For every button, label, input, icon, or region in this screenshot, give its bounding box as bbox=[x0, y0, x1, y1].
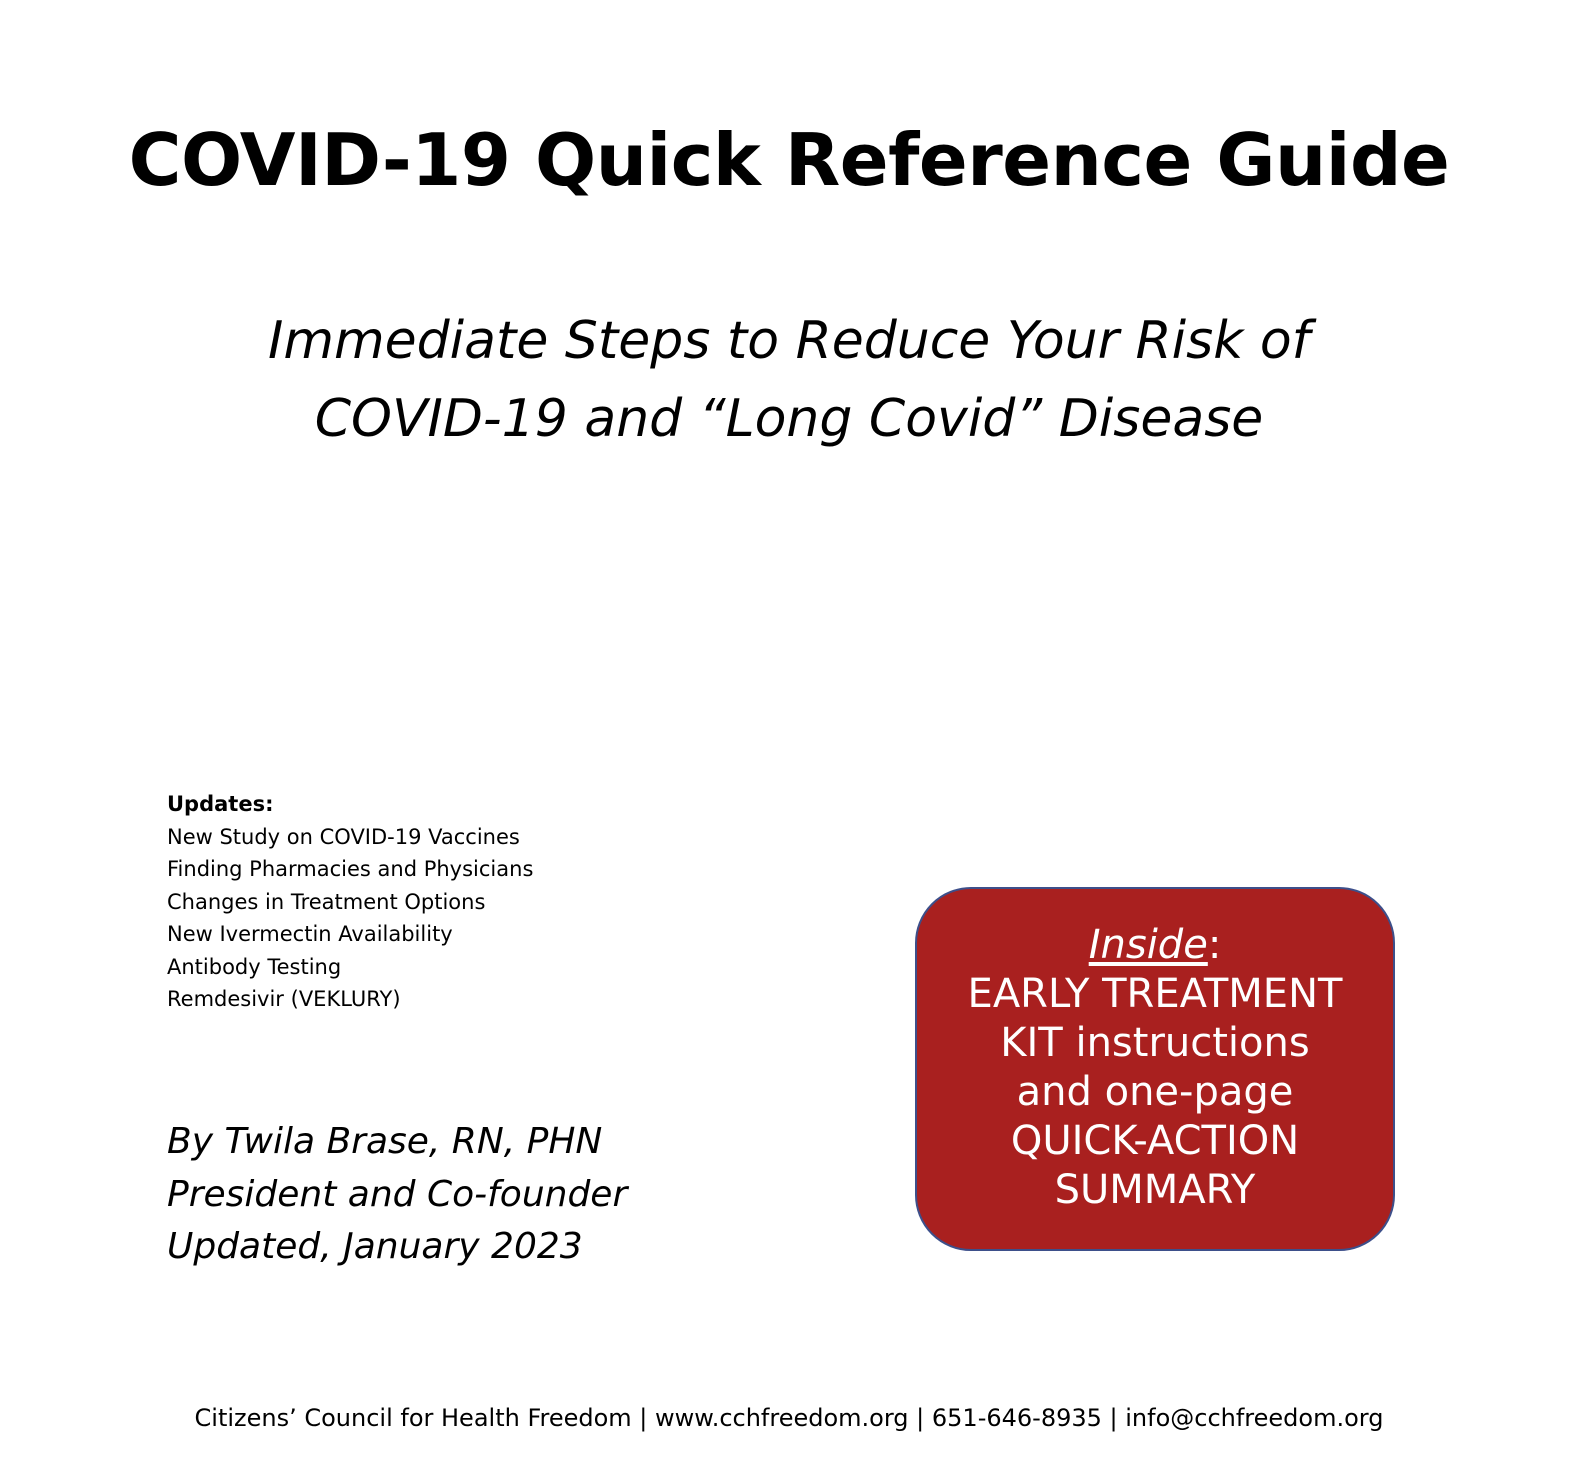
updates-item: New Ivermectin Availability bbox=[167, 922, 453, 946]
document-subtitle bbox=[0, 302, 1578, 458]
author-role: President and Co-founder bbox=[167, 1173, 628, 1215]
callout-inside-word: Inside bbox=[1088, 922, 1208, 968]
callout-line: EARLY TREATMENT bbox=[967, 971, 1343, 1017]
updates-item: New Study on COVID-19 Vaccines bbox=[167, 824, 520, 849]
updates-item: Finding Pharmacies and Physicians bbox=[167, 857, 534, 881]
callout-line: and one-page bbox=[1016, 1069, 1294, 1115]
updates-item: Antibody Testing bbox=[167, 954, 342, 979]
author-name: By Twila Brase, RN, PHN bbox=[167, 1121, 603, 1162]
subtitle-line-1: Immediate Steps to Reduce Your Risk of bbox=[268, 311, 1310, 371]
updates-section bbox=[167, 788, 533, 1016]
author-byline bbox=[167, 1116, 627, 1274]
updates-heading: Updates: bbox=[167, 792, 274, 816]
updated-date: Updated, January 2023 bbox=[167, 1226, 583, 1267]
inside-callout-box bbox=[915, 887, 1395, 1251]
updates-item: Remdesivir (VEKLURY) bbox=[167, 987, 401, 1011]
callout-line: QUICK-ACTION bbox=[1010, 1118, 1300, 1164]
updates-list bbox=[167, 821, 533, 1016]
callout-line: KIT instructions bbox=[1000, 1020, 1310, 1066]
footer-contact-line: Citizens’ Council for Health Freedom | www.cchfreedom.org | 651-646-8935 | info@cchfreedom.org bbox=[194, 1404, 1384, 1432]
callout-inside-label bbox=[917, 921, 1393, 970]
callout-inside-colon: : bbox=[1207, 922, 1222, 968]
document-title: COVID-19 Quick Reference Guide bbox=[128, 118, 1450, 202]
subtitle-line-2: COVID-19 and “Long Covid” Disease bbox=[314, 389, 1264, 449]
callout-line: SUMMARY bbox=[1054, 1167, 1256, 1213]
updates-item: Changes in Treatment Options bbox=[167, 889, 486, 914]
